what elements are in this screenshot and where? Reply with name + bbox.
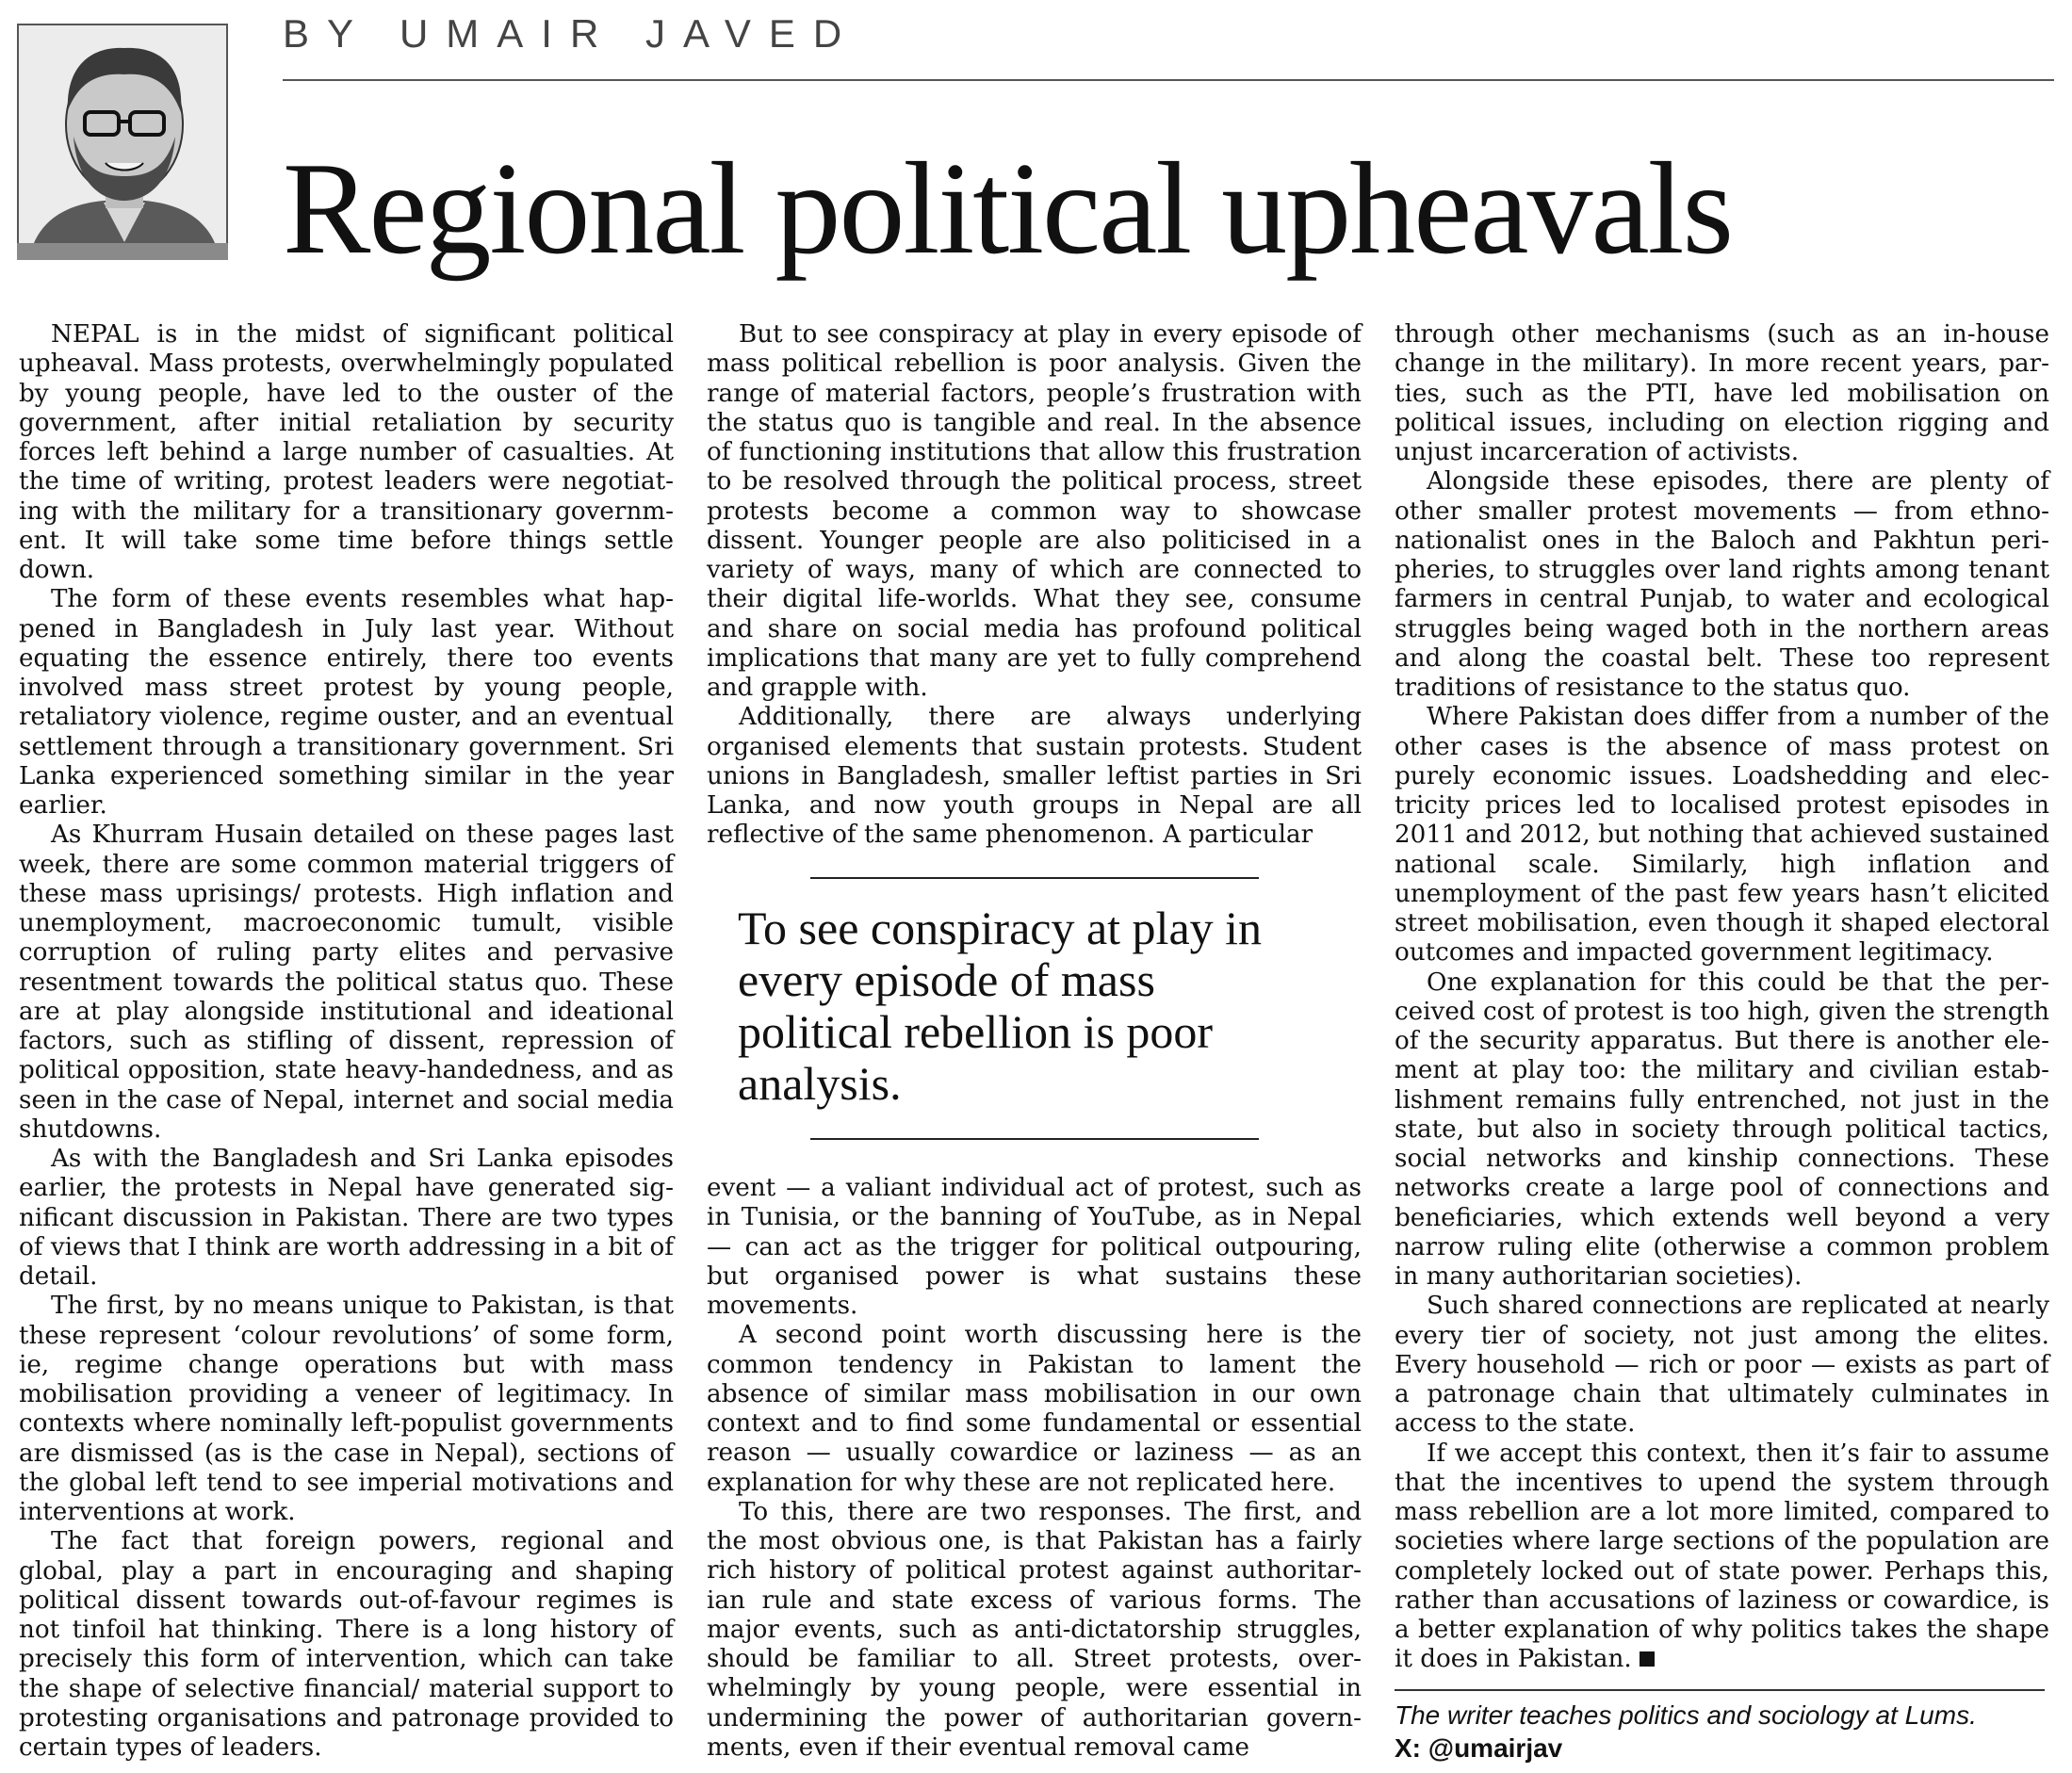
author-handle: X: @umairjav xyxy=(1395,1733,1563,1763)
paragraph: Alongside these episodes, there are plenty of other smaller protest movements — from ethno-nationalist ones in the Baloch and Pakhtun peripheries, to struggles over land rights among tenant farmers in central Punjab, to water and ecological struggles being waged both in the northern areas and along the coastal belt. These too represent traditions of resistance to the status quo. xyxy=(1395,467,2049,702)
portrait-bar xyxy=(17,243,228,260)
paragraph: As with the Bangladesh and Sri Lanka episodes earlier, the protests in Nepal have generated significant discussion in Pakistan. There are two types of views that I think are worth addressing in a bit of detail. xyxy=(19,1145,674,1291)
paragraph-text: If we accept this context, then it’s fair to assume that the incentives to upend the system through mass rebellion are a lot more limited, compared to societies where large sections of the population are completely locked out of state power. Perhaps this, rather than accusations of laziness or cowardice, is a better explanation of why politics takes the shape it does in Pakistan. xyxy=(1395,1439,2049,1674)
paragraph: To this, there are two responses. The first, and the most obvious one, is that Pakistan has a fairly rich history of political protest against authoritarian rule and state excess of various forms. The major events, such as anti-dictatorship struggles, should be familiar to all. Street protests, overwhelmingly by young people, were essential in undermining the power of authoritarian governments, even if their eventual removal came xyxy=(707,1497,1362,1762)
paragraph: Where Pakistan does differ from a number of the other cases is the absence of mass protest on purely economic issues. Loadshedding and electricity prices led to localised protest episodes in 2011 and 2012, but nothing that achieved sustained national scale. Similarly, high inflation and unemployment of the past few years hasn’t elicited street mobilisation, even though it shaped electoral outcomes and impacted government legitimacy. xyxy=(1395,703,2049,968)
paragraph: A second point worth discussing here is the common tendency in Pakistan to lament the absence of similar mass mobilisation in our own context and to find some fundamental or essential reason — usually cowardice or laziness — as an explanation for why these are not replicated here. xyxy=(707,1321,1362,1497)
end-square-icon xyxy=(1640,1651,1655,1667)
column-2-bottom xyxy=(707,1174,1362,1763)
paragraph: But to see conspiracy at play in every episode of mass political rebellion is poor analysis. Given the range of material factors, people’s frustration with the status quo is tangible and real. In the absence of functioning institutions that allow this frustration to be resolved through the political process, street protests become a common way to showcase dissent. Younger people are also politicised in a variety of ways, many of which are connected to their digital life-worlds. What they see, consume and share on social media has profound political implications that many are yet to fully comprehend and grapple with. xyxy=(707,320,1362,702)
byline-rule xyxy=(283,79,2054,81)
paragraph: As Khurram Husain detailed on these pages last week, there are some common material triggers of these mass uprisings/ protests. High inflation and unemployment, macroeconomic tumult, visible corruption of ruling party elites and pervasive resentment towards the political status quo. These are at play alongside institutional and ideational factors, such as stifling of dissent, repression of political opposition, state heavy-handedness, and as seen in the case of Nepal, internet and social media shutdowns. xyxy=(19,821,674,1144)
headline: Regional political upheavals xyxy=(283,136,1733,282)
pull-quote-rule-top xyxy=(810,877,1259,879)
paragraph: Additionally, there are always underlying organised elements that sustain protests. Student unions in Bangladesh, smaller leftist parties in Sri Lanka, and now youth groups in Nepal are all reflective of the same phenomenon. A particular xyxy=(707,703,1362,850)
author-bio: The writer teaches politics and sociology at Lums. xyxy=(1395,1700,1977,1730)
paragraph: Such shared connections are replicated at nearly every tier of society, not just among the elites. Every household — rich or poor — exists as part of a patronage chain that ultimately culminates in access to the state. xyxy=(1395,1292,2049,1439)
author-portrait-icon xyxy=(17,24,228,259)
column-1 xyxy=(19,320,674,1763)
paragraph: The first, by no means unique to Pakistan, is that these represent ‘colour revolutions’ of some form, ie, regime change operations but with mass mobilisation providing a veneer of legitimacy. In contexts where nominally left-populist governments are dismissed (as is the case in Nepal), sections of the global left tend to see imperial motivations and interventions at work. xyxy=(19,1292,674,1526)
last-paragraph xyxy=(1395,1440,2049,1675)
paragraph: NEPAL is in the midst of significant political upheaval. Mass protests, overwhelmingly populated by young people, have led to the ouster of the government, after initial retaliation by security forces left behind a large number of casualties. At the time of writing, protest leaders were negotiating with the military for a transitionary government. It will take some time before things settle down. xyxy=(19,320,674,584)
column-3 xyxy=(1395,320,2049,1675)
paragraph: The form of these events resembles what happened in Bangladesh in July last year. Without equating the essence entirely, there too events involved mass street protest by young people, retaliatory violence, regime ouster, and an eventual settlement through a transitionary government. Sri Lanka experienced something similar in the year earlier. xyxy=(19,585,674,820)
pull-quote: To see conspiracy at play in every episode of mass political rebellion is poor analysis. xyxy=(738,902,1263,1110)
bio-rule xyxy=(1395,1689,2045,1691)
paragraph: event — a valiant individual act of protest, such as in Tunisia, or the banning of YouTube, as in Nepal — can act as the trigger for political outpouring, but organised power is what sustains these movements. xyxy=(707,1174,1362,1320)
paragraph: through other mechanisms (such as an in-house change in the military). In more recent years, parties, such as the PTI, have led mobilisation on political issues, including on election rigging and unjust incarceration of activists. xyxy=(1395,320,2049,466)
paragraph: One explanation for this could be that the perceived cost of protest is too high, given the strength of the security apparatus. But there is another element at play too: the military and civilian establishment remains fully entrenched, not just in the state, but also in society through political tactics, social networks and kinship connections. These networks create a large pool of connections and beneficiaries, which extends well beyond a very narrow ruling elite (otherwise a common problem in many authoritarian societies). xyxy=(1395,968,2049,1291)
pull-quote-rule-bottom xyxy=(810,1138,1259,1140)
byline: BY UMAIR JAVED xyxy=(283,11,860,56)
paragraph: The fact that foreign powers, regional and global, play a part in encouraging and shaping political dissent towards out-of-favour regimes is not tinfoil hat thinking. There is a long history of precisely this form of intervention, which can take the shape of selective financial/ material support to protesting organisations and patronage provided to certain types of leaders. xyxy=(19,1527,674,1762)
column-2-top xyxy=(707,320,1362,851)
